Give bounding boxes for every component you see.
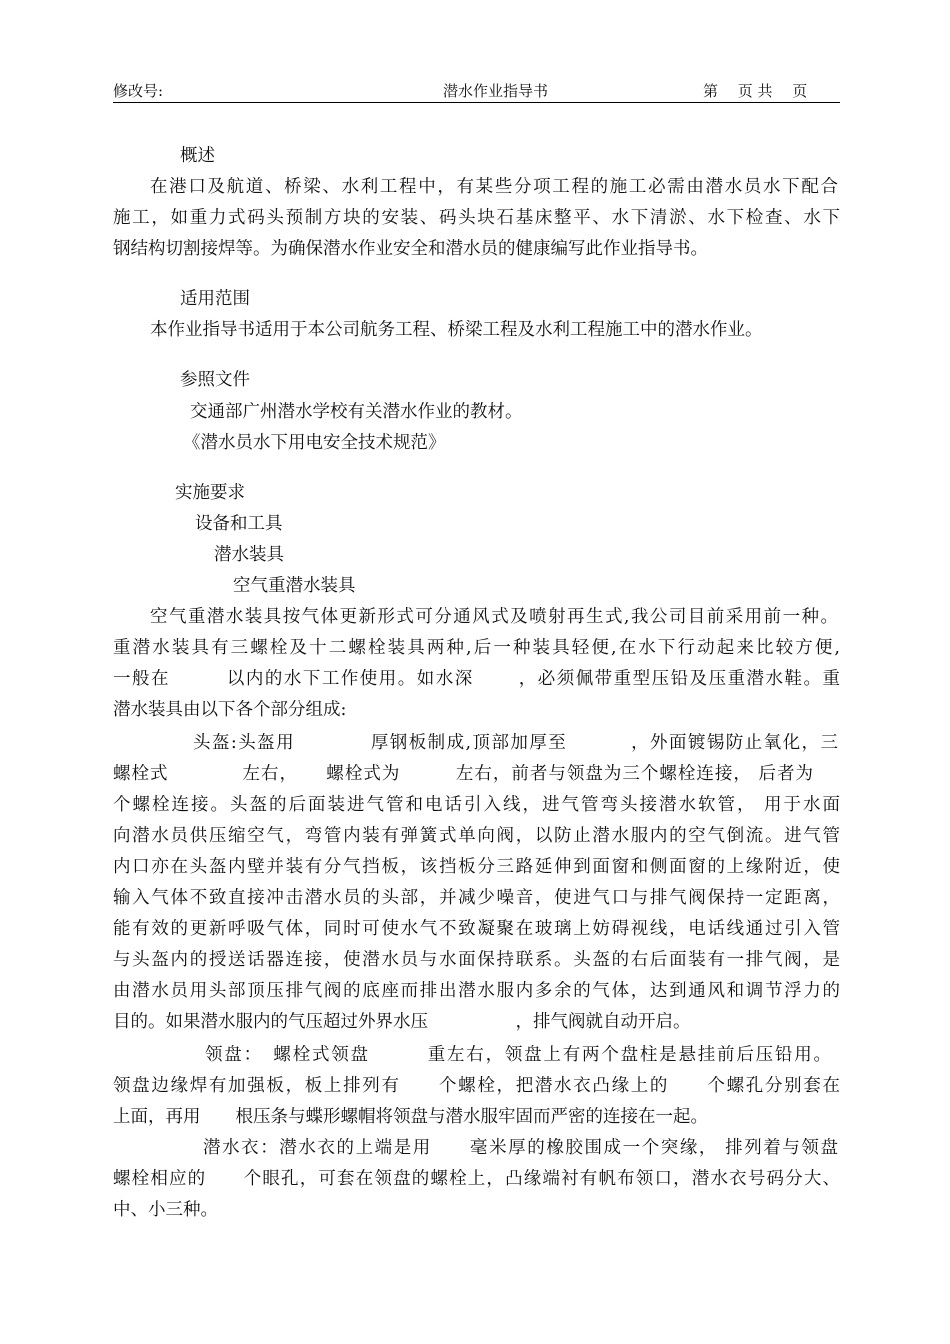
helmet-line: 头盔:头盔用 厚钢板制成,顶部加厚至 ，外面镀锡防止氧化，三 bbox=[193, 733, 838, 753]
document-title: 潜水作业指导书 bbox=[443, 82, 549, 100]
heading-references: 参照文件 bbox=[180, 370, 250, 390]
overview-line: 施工，如重力式码头预制方块的安装、码头块石基床整平、水下清淤、水下检查、水下 bbox=[113, 208, 840, 228]
collar-line: 领盘边缘焊有加强板，板上排列有 个螺栓，把潜水衣凸缘上的 个螺孔分别套在 bbox=[113, 1076, 840, 1096]
helmet-line: 由潜水员用头部顶压排气阀的底座而排出潜水服内多余的气体，达到通风和调节浮力的 bbox=[113, 981, 840, 1001]
collar-line: 领盘： 螺栓式领盘 重左右，领盘上有两个盘柱是悬挂前后压铅用。 bbox=[205, 1045, 831, 1065]
subheading-heavy-gear: 空气重潜水装具 bbox=[233, 576, 356, 596]
scope-line: 本作业指导书适用于本公司航务工程、桥梁工程及水利工程施工中的潜水作业。 bbox=[150, 320, 763, 340]
helmet-line: 与头盔内的授送话器连接，使潜水员与水面保持联系。头盔的右后面装有一排气阀，是 bbox=[113, 950, 840, 970]
overview-line: 钢结构切割接焊等。为确保潜水作业安全和潜水员的健康编写此作业指导书。 bbox=[113, 239, 708, 259]
helmet-line: 能有效的更新呼吸气体，同时可使水气不致凝聚在玻璃上妨碍视线，电话线通过引入管 bbox=[113, 919, 840, 939]
reference-item: 交通部广州潜水学校有关潜水作业的教材。 bbox=[190, 402, 523, 422]
intro-line: 一般在 以内的水下工作使用。如水深 ，必须佩带重型压铅及压重潜水鞋。重 bbox=[113, 669, 840, 689]
intro-line: 重潜水装具有三螺栓及十二螺栓装具两种,后一种装具轻便,在水下行动起来比较方便, bbox=[113, 638, 840, 658]
intro-line: 空气重潜水装具按气体更新形式可分通风式及喷射再生式,我公司目前采用前一种。 bbox=[150, 607, 838, 627]
page-info: 第 页 共 页 bbox=[703, 82, 808, 100]
heading-overview: 概述 bbox=[180, 146, 215, 166]
heading-implementation: 实施要求 bbox=[175, 483, 245, 503]
subheading-diving-gear: 潜水装具 bbox=[214, 545, 284, 565]
helmet-line: 螺栓式 左右， 螺栓式为 左右，前者与领盘为三个螺栓连接， 后者为 bbox=[113, 764, 813, 784]
suit-line: 中、小三种。 bbox=[113, 1200, 218, 1220]
suit-line: 潜水衣：潜水衣的上端是用 毫米厚的橡胶围成一个突缘， 排列着与领盘 bbox=[203, 1138, 838, 1158]
heading-scope: 适用范围 bbox=[180, 289, 250, 309]
helmet-line: 输入气体不致直接冲击潜水员的头部，并减少噪音，使进气口与排气阀保持一定距离， bbox=[113, 888, 840, 908]
helmet-line: 向潜水员供压缩空气，弯管内装有弹簧式单向阀，以防止潜水服内的空气倒流。进气管 bbox=[113, 826, 840, 846]
helmet-line: 目的。如果潜水服内的气压超过外界水压 ，排气阀就自动开启。 bbox=[113, 1012, 691, 1032]
page-header bbox=[113, 78, 840, 103]
helmet-line: 内口亦在头盔内壁并装有分气挡板，该挡板分三路延伸到面窗和侧面窗的上缘附近，使 bbox=[113, 857, 840, 877]
helmet-line: 个螺栓连接。头盔的后面装进气管和电话引入线，进气管弯头接潜水软管， 用于水面 bbox=[113, 795, 840, 815]
subheading-equipment: 设备和工具 bbox=[195, 514, 283, 534]
reference-item: 《潜水员水下用电安全技术规范》 bbox=[183, 433, 446, 453]
suit-line: 螺栓相应的 个眼孔，可套在领盘的螺栓上，凸缘端衬有帆布领口，潜水衣号码分大、 bbox=[113, 1169, 840, 1189]
revision-label: 修改号: bbox=[113, 82, 164, 100]
overview-line: 在港口及航道、桥梁、水利工程中，有某些分项工程的施工必需由潜水员水下配合 bbox=[150, 177, 838, 197]
intro-line: 潜水装具由以下各个部分组成: bbox=[113, 700, 347, 720]
collar-line: 上面，再用 根压条与蝶形螺帽将领盘与潜水服牢固而严密的连接在一起。 bbox=[113, 1107, 708, 1127]
